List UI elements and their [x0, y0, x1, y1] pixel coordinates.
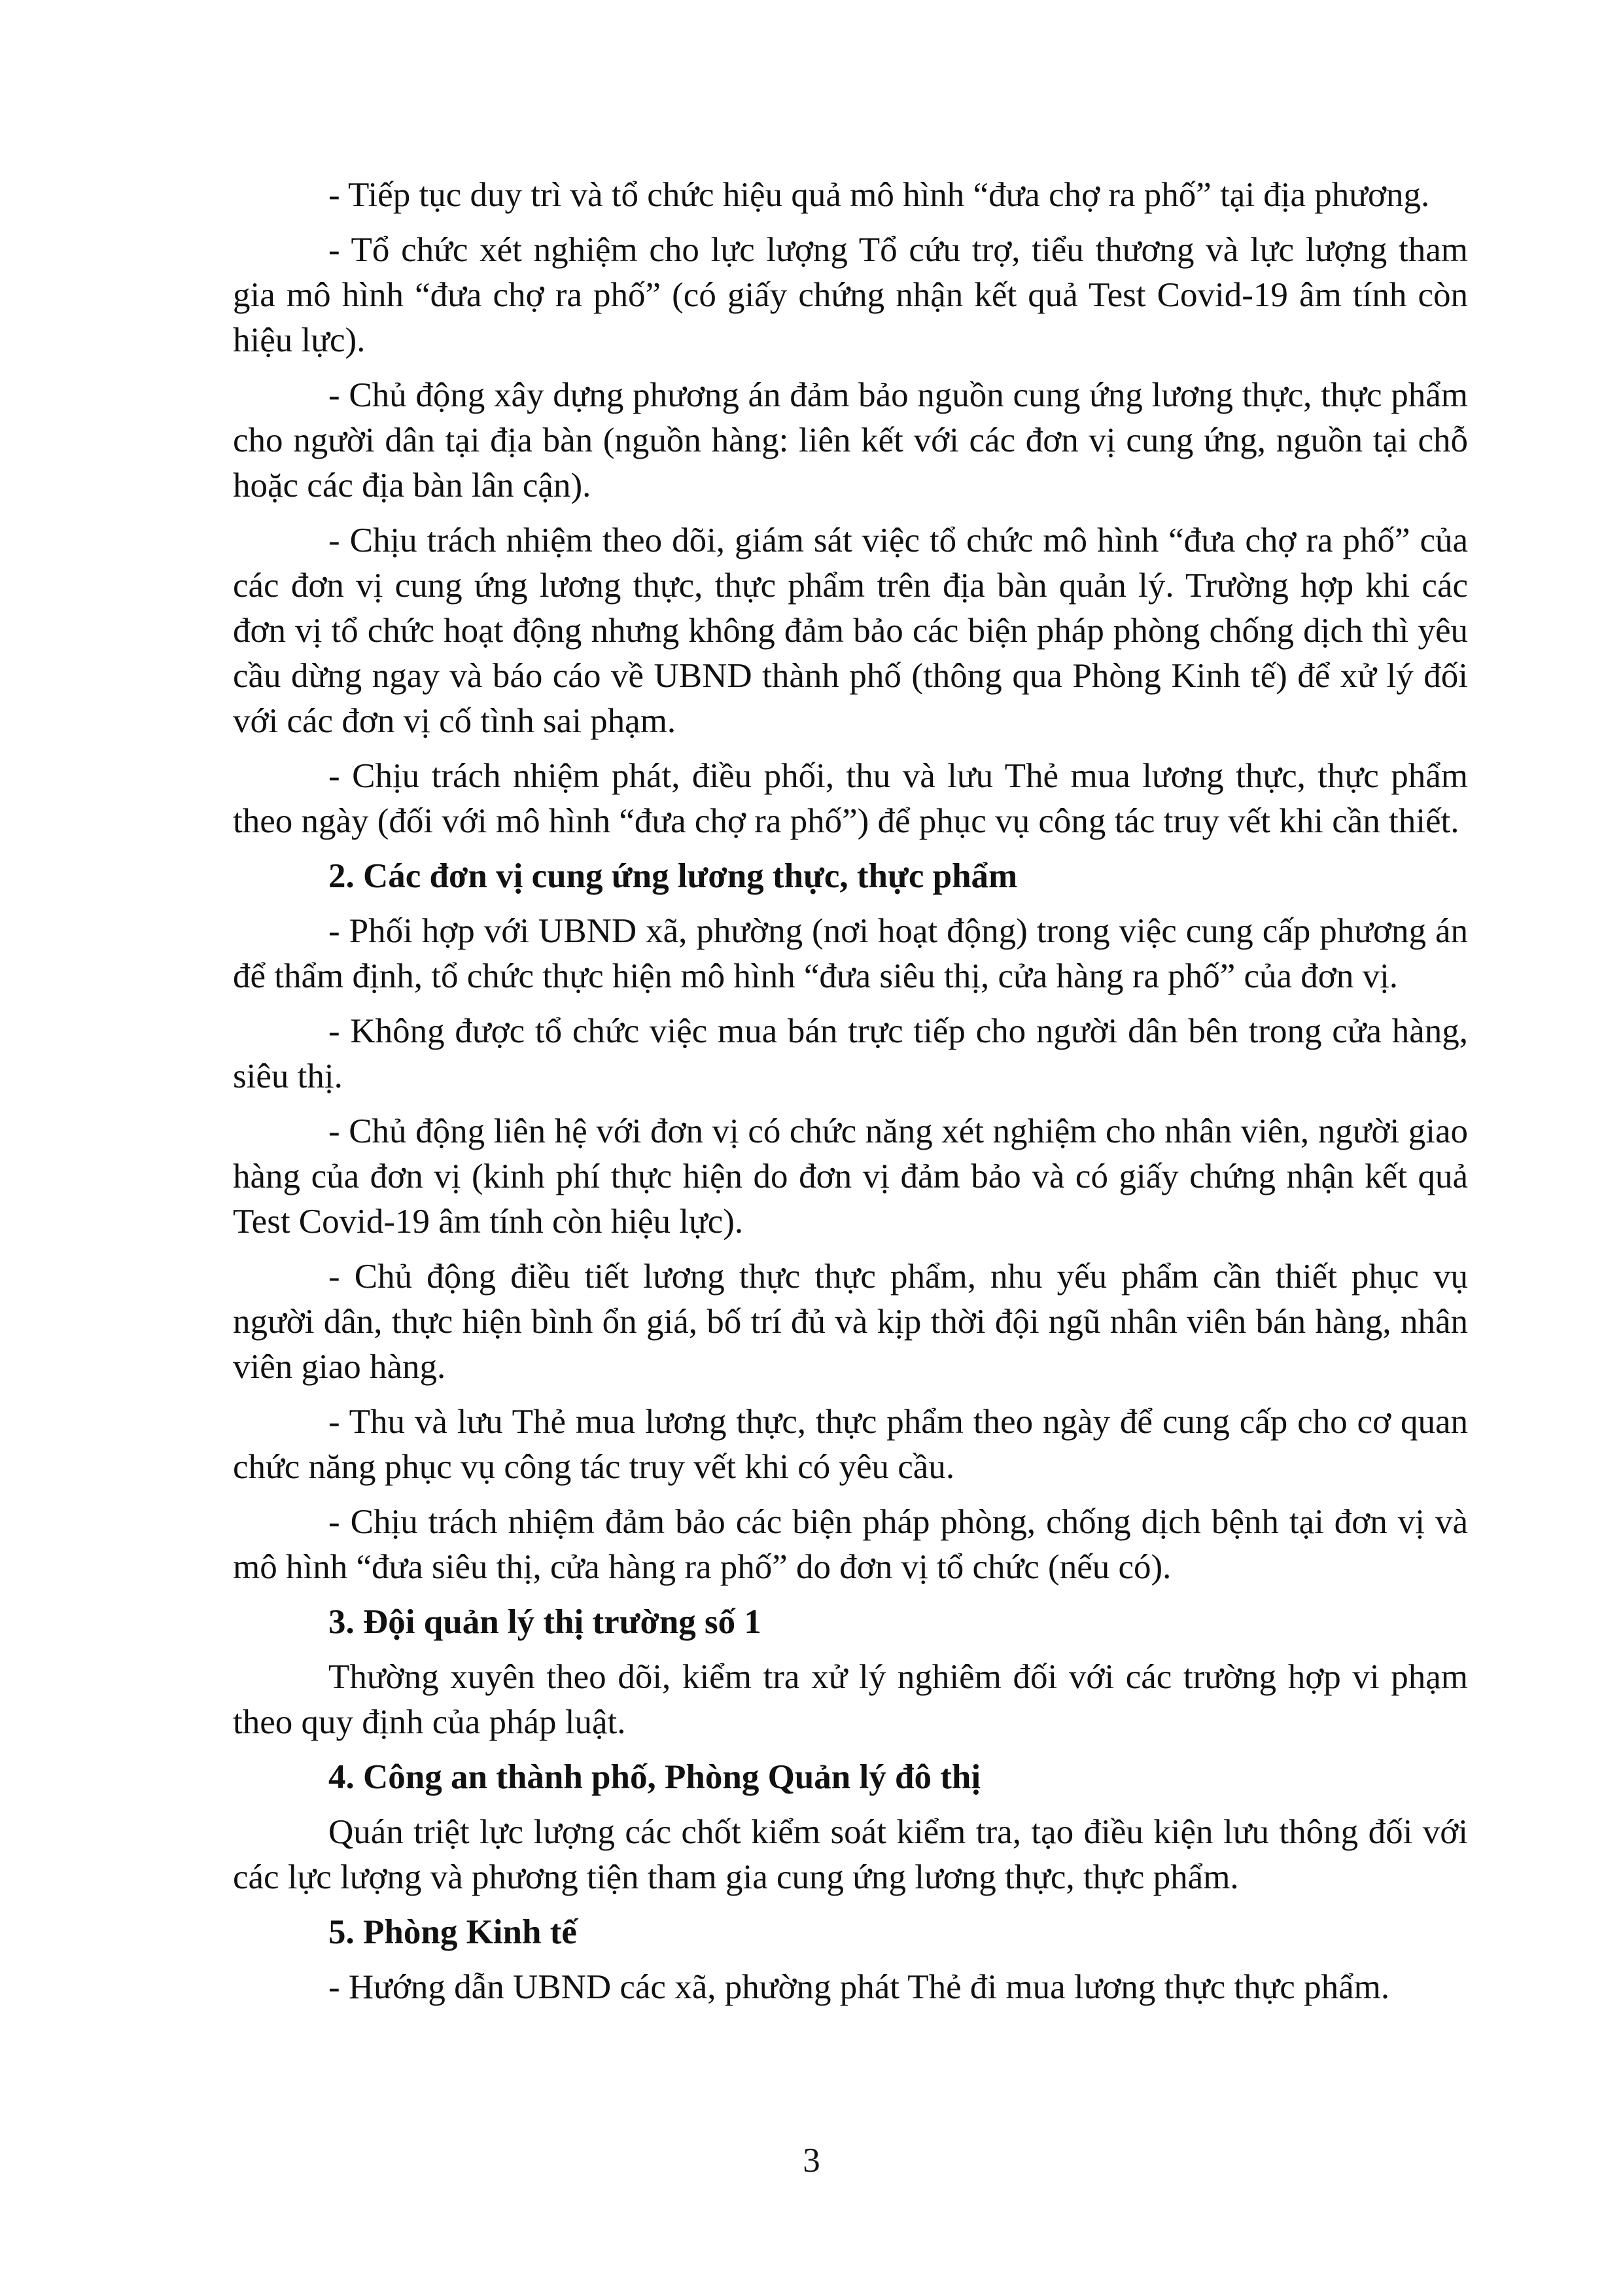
paragraph-testing-forces: - Tổ chức xét nghiệm cho lực lượng Tổ cứu trợ, tiểu thương và lực lượng tham gia mô hình “đưa chợ ra phố” (có giấy chứng nhận kết quả Test Covid-19 âm tính còn hiệu lực).	[233, 231, 1468, 359]
section-heading-police-urban: 4. Công an thành phố, Phòng Quản lý đô thị	[328, 1758, 981, 1796]
paragraph-checkpoints: Quán triệt lực lượng các chốt kiểm soát kiểm tra, tạo điều kiện lưu thông đối với các lực lượng và phương tiện tham gia cung ứng lương thực, thực phẩm.	[233, 1813, 1468, 1896]
section-heading-suppliers: 2. Các đơn vị cung ứng lương thực, thực phẩm	[328, 857, 1018, 895]
paragraph-maintain-street-market: - Tiếp tục duy trì và tổ chức hiệu quả mô hình “đưa chợ ra phố” tại địa phương.	[328, 176, 1430, 214]
paragraph-coordinate-ubnd: - Phối hợp với UBND xã, phường (nơi hoạt động) trong việc cung cấp phương án để thẩm định, tổ chức thực hiện mô hình “đưa siêu thị, cửa hàng ra phố” của đơn vị.	[233, 912, 1468, 995]
paragraph-no-direct-sales: - Không được tổ chức việc mua bán trực tiếp cho người dân bên trong cửa hàng, siêu thị.	[233, 1012, 1468, 1095]
paragraph-regulate-supply: - Chủ động điều tiết lương thực thực phẩm, nhu yếu phẩm cần thiết phục vụ người dân, thực hiện bình ổn giá, bố trí đủ và kịp thời đội ngũ nhân viên bán hàng, nhân viên giao hàng.	[233, 1258, 1468, 1386]
paragraph-monitoring: - Chịu trách nhiệm theo dõi, giám sát việc tổ chức mô hình “đưa chợ ra phố” của các đơn vị cung ứng lương thực, thực phẩm trên địa bàn quản lý. Trường hợp khi các đơn vị tổ chức hoạt động nhưng không đảm bảo các biện pháp phòng chống dịch thì yêu cầu dừng ngay và báo cáo về UBND thành phố (thông qua Phòng Kinh tế) để xử lý đối với các đơn vị cố tình sai phạm.	[233, 521, 1468, 740]
page-number: 3	[803, 2142, 820, 2180]
paragraph-collect-cards: - Thu và lưu Thẻ mua lương thực, thực phẩm theo ngày để cung cấp cho cơ quan chức năng phục vụ công tác truy vết khi có yêu cầu.	[233, 1403, 1468, 1486]
document-body	[233, 173, 1468, 2020]
paragraph-inspection: Thường xuyên theo dõi, kiểm tra xử lý nghiêm đối với các trường hợp vi phạm theo quy định của pháp luật.	[233, 1658, 1468, 1741]
paragraph-purchase-cards: - Chịu trách nhiệm phát, điều phối, thu và lưu Thẻ mua lương thực, thực phẩm theo ngày (đối với mô hình “đưa chợ ra phố”) để phục vụ công tác truy vết khi cần thiết.	[233, 757, 1468, 840]
paragraph-supply-plan: - Chủ động xây dựng phương án đảm bảo nguồn cung ứng lương thực, thực phẩm cho người dân tại địa bàn (nguồn hàng: liên kết với các đơn vị cung ứng, nguồn tại chỗ hoặc các địa bàn lân cận).	[233, 376, 1468, 504]
paragraph-prevention-measures: - Chịu trách nhiệm đảm bảo các biện pháp phòng, chống dịch bệnh tại đơn vị và mô hình “đưa siêu thị, cửa hàng ra phố” do đơn vị tổ chức (nếu có).	[233, 1503, 1468, 1586]
paragraph-guide-ubnd: - Hướng dẫn UBND các xã, phường phát Thẻ đi mua lương thực thực phẩm.	[328, 1968, 1390, 2006]
section-heading-economic-dept: 5. Phòng Kinh tế	[328, 1913, 577, 1951]
paragraph-staff-testing: - Chủ động liên hệ với đơn vị có chức năng xét nghiệm cho nhân viên, người giao hàng của đơn vị (kinh phí thực hiện do đơn vị đảm bảo và có giấy chứng nhận kết quả Test Covid-19 âm tính còn hiệu lực).	[233, 1112, 1468, 1241]
section-heading-market-management: 3. Đội quản lý thị trường số 1	[328, 1603, 761, 1641]
